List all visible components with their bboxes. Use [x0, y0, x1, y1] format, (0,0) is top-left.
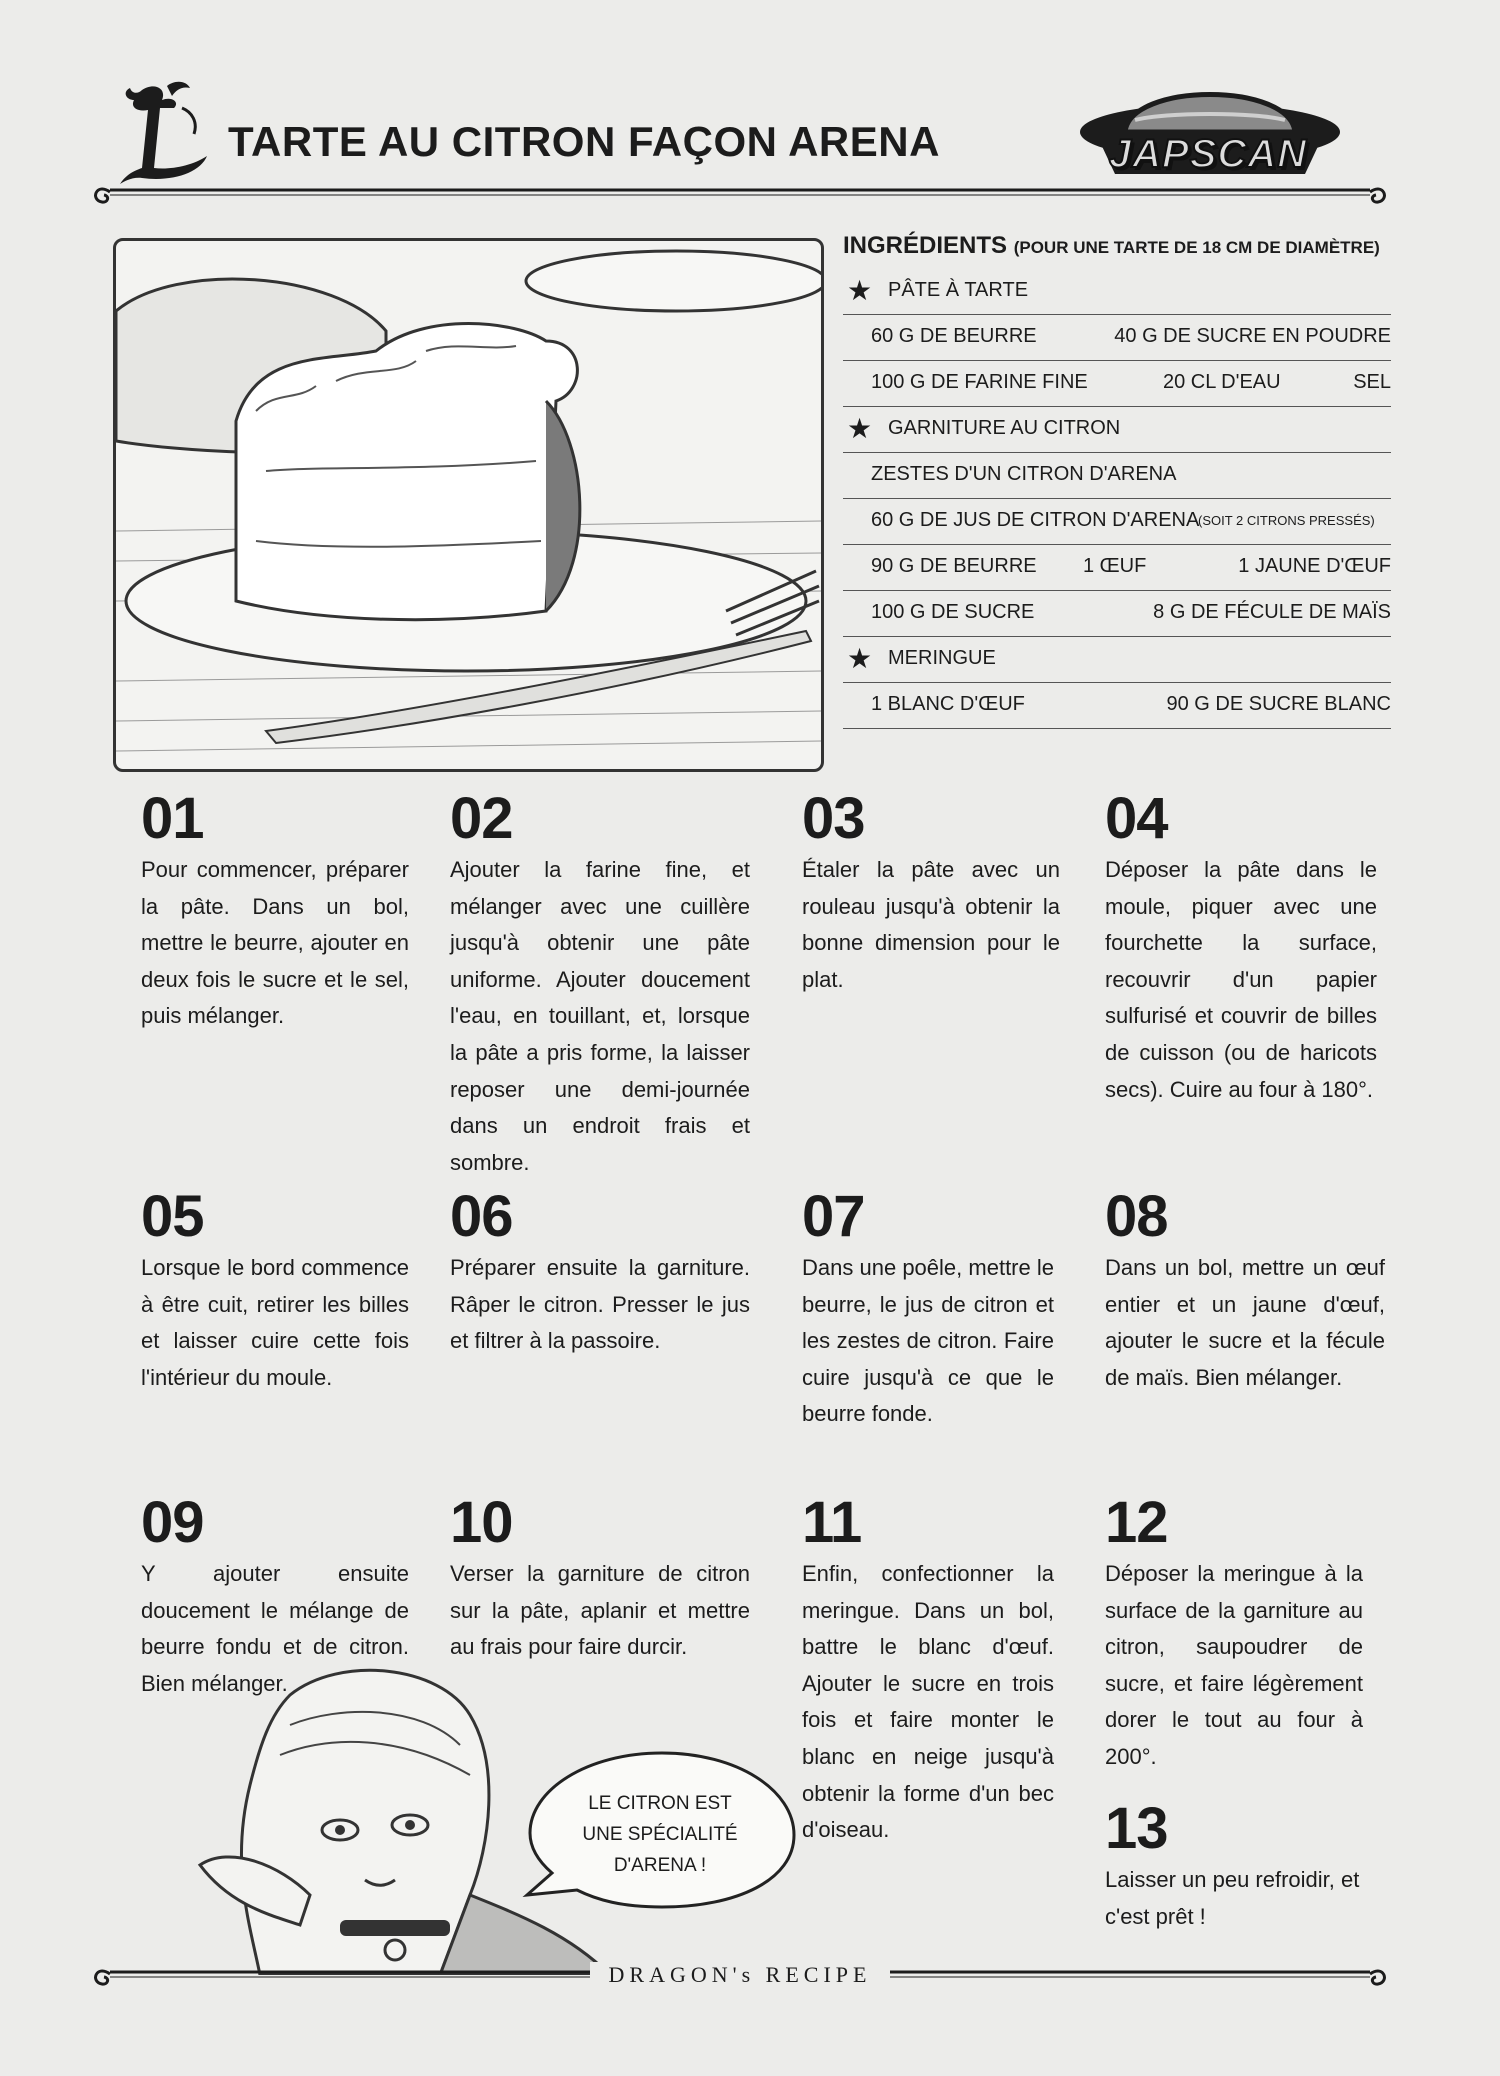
step-text: Enfin, confectionner la meringue. Dans un bol, battre le blanc d'œuf. Ajouter le sucre en trois fois et faire monter le blanc en neige jusqu'à obtenir la forme d'un bec d'oiseau.: [802, 1561, 1054, 1843]
ingredient-row: [843, 498, 1391, 545]
ingredient-item: 100 G DE FARINE FINE: [871, 371, 1088, 393]
ingredients-note: (POUR UNE TARTE DE 18 CM DE DIAMÈTRE): [1013, 238, 1380, 257]
section-label: GARNITURE AU CITRON: [888, 417, 1121, 439]
ingredient-row: [843, 544, 1391, 591]
page-title: TARTE AU CITRON FAÇON ARENA: [228, 118, 940, 165]
ingredient-item: 8 G DE FÉCULE DE MAÏS: [1153, 601, 1391, 623]
step-02: [450, 786, 750, 1181]
step-number: 07: [802, 1184, 865, 1249]
step-text: Dans un bol, mettre un œuf entier et un jaune d'œuf, ajouter le sucre et la fécule de maïs. Bien mélanger.: [1105, 1255, 1385, 1390]
step-number: 08: [1105, 1184, 1168, 1249]
lemon-tart-illustration: [113, 238, 824, 772]
step-08: [1105, 1184, 1385, 1396]
ingredient-item: 1 BLANC D'ŒUF: [871, 693, 1025, 715]
step-text: Préparer ensuite la garniture. Râper le citron. Presser le jus et filtrer à la passoire.: [450, 1255, 750, 1354]
ingredient-item: 60 G DE JUS DE CITRON D'ARENA: [871, 509, 1200, 531]
step-number: 12: [1105, 1490, 1168, 1555]
section-garniture-citron: [843, 406, 1391, 453]
step-10: [450, 1490, 750, 1666]
section-label: MERINGUE: [888, 647, 996, 669]
ingredient-item: ZESTES D'UN CITRON D'ARENA: [871, 463, 1177, 485]
step-number: 13: [1105, 1796, 1168, 1861]
ingredients-title: INGRÉDIENTS: [843, 232, 1008, 259]
ingredient-row: [843, 682, 1391, 729]
step-12: [1105, 1490, 1363, 1776]
ingredient-item: 60 G DE BEURRE: [871, 325, 1037, 347]
section-label: PÂTE À TARTE: [888, 279, 1029, 301]
star-icon: ★: [847, 413, 873, 444]
step-text: Pour commencer, préparer la pâte. Dans un bol, mettre le beurre, ajouter en deux fois le sucre et le sel, puis mélanger.: [141, 857, 409, 1029]
ingredient-note: (SOIT 2 CITRONS PRESSÉS): [1198, 513, 1375, 528]
step-text: Verser la garniture de citron sur la pâte, aplanir et mettre au frais pour faire durcir.: [450, 1561, 750, 1660]
section-meringue: [843, 636, 1391, 683]
step-number: 05: [141, 1184, 204, 1249]
section-pate-a-tarte: [843, 268, 1391, 315]
step-03: [802, 786, 1060, 998]
ingredient-item: 90 G DE BEURRE: [871, 555, 1037, 577]
step-text: Y ajouter ensuite doucement le mélange de beurre fondu et de citron. Bien mélanger.: [141, 1561, 409, 1696]
ingredient-item: 40 G DE SUCRE EN POUDRE: [1114, 325, 1391, 347]
ingredient-item: SEL: [1353, 371, 1391, 393]
step-number: 03: [802, 786, 865, 851]
ingredients-heading: [843, 232, 1380, 260]
step-text: Ajouter la farine fine, et mélanger avec une cuillère jusqu'à obtenir une pâte uniforme. Ajouter doucement l'eau, en touillant, et, lorsque la pâte a pris forme, la laisser reposer une demi-journée dans un endroit frais et sombre.: [450, 857, 750, 1175]
step-01: [141, 786, 409, 1035]
header-ornamental-rule: [90, 178, 1390, 208]
step-number: 04: [1105, 786, 1168, 851]
step-text: Étaler la pâte avec un rouleau jusqu'à obtenir la bonne dimension pour le plat.: [802, 857, 1060, 992]
step-number: 06: [450, 1184, 513, 1249]
step-number: 02: [450, 786, 513, 851]
step-text: Lorsque le bord commence à être cuit, retirer les billes et laisser cuire cette fois l'intérieur du moule.: [141, 1255, 409, 1390]
step-06: [450, 1184, 750, 1360]
step-04: [1105, 786, 1377, 1108]
speech-bubble-text: LE CITRON EST UNE SPÉCIALITÉ D'ARENA !: [582, 1793, 738, 1876]
step-text: Déposer la pâte dans le moule, piquer avec une fourchette la surface, recouvrir d'un papier sulfurisé et couvrir de billes de cuisson (ou de haricots secs). Cuire au four à 180°.: [1105, 857, 1377, 1102]
star-icon: ★: [847, 275, 873, 306]
ingredient-item: 90 G DE SUCRE BLANC: [1166, 693, 1391, 715]
step-text: Laisser un peu refroidir, et c'est prêt !: [1105, 1867, 1360, 1929]
ingredient-item: 20 CL D'EAU: [1163, 371, 1281, 393]
ingredient-item: 100 G DE SUCRE: [871, 601, 1035, 623]
ingredient-row: [843, 590, 1391, 637]
step-text: Dans une poêle, mettre le beurre, le jus de citron et les zestes de citron. Faire cuire jusqu'à ce que le beurre fonde.: [802, 1255, 1054, 1427]
step-number: 10: [450, 1490, 513, 1555]
ingredient-item: 1 JAUNE D'ŒUF: [1238, 555, 1391, 577]
star-icon: ★: [847, 643, 873, 674]
ingredient-row: [843, 360, 1391, 407]
dragon-letter-l-ornament: [112, 78, 222, 188]
step-05: [141, 1184, 409, 1396]
ingredient-item: 1 ŒUF: [1083, 555, 1147, 577]
footer-label: DRAGON's RECIPE: [590, 1962, 890, 1988]
step-number: 11: [802, 1490, 862, 1555]
step-07: [802, 1184, 1054, 1433]
step-number: 09: [141, 1490, 204, 1555]
step-13: [1105, 1796, 1363, 1935]
step-text: Déposer la meringue à la surface de la garniture au citron, saupoudrer de sucre, et faire légèrement dorer le tout au four à 200°.: [1105, 1561, 1363, 1769]
step-11: [802, 1490, 1054, 1849]
ingredient-row: [843, 452, 1391, 499]
logo-text: JAPSCAN: [1108, 132, 1308, 176]
step-number: 01: [141, 786, 204, 851]
ingredient-row: [843, 314, 1391, 361]
